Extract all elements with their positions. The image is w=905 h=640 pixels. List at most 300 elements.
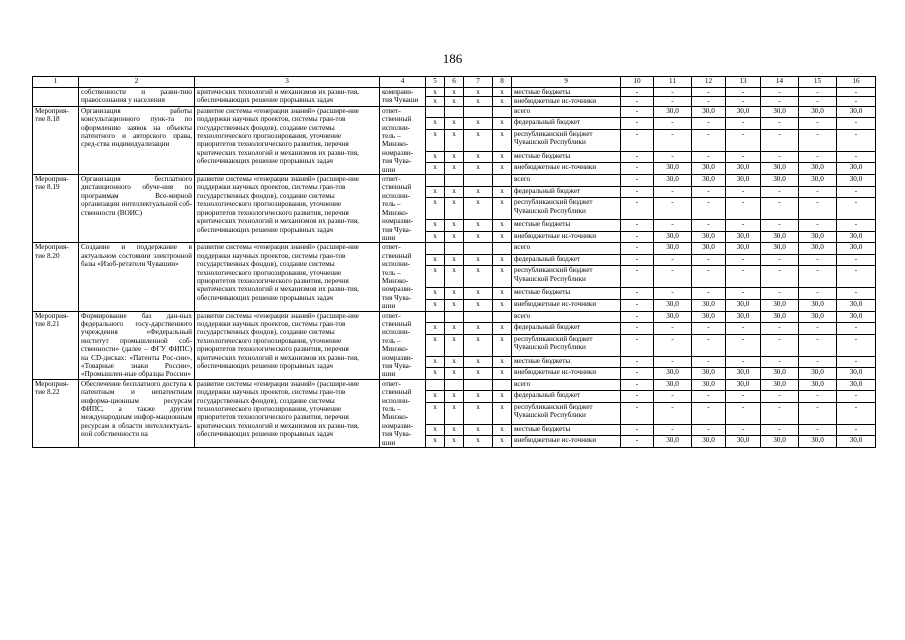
code-cell: x [426,220,445,232]
amount-cell: 30,0 [692,379,726,391]
code-cell: x [464,163,493,175]
amount-cell: - [726,118,761,130]
code-cell: x [426,198,445,220]
amount-cell: - [837,288,876,300]
code-cell: x [464,424,493,436]
amount-cell: - [799,88,837,97]
amount-cell: - [654,118,692,130]
code-cell [493,243,512,255]
amount-cell: - [761,97,799,106]
amount-cell: - [654,288,692,300]
funding-source-cell: федеральный бюджет [512,186,621,198]
amount-cell: - [761,334,799,356]
amount-cell: 30,0 [726,311,761,323]
header-cell: 8 [493,77,512,88]
amount-cell: - [692,151,726,163]
amount-cell: - [654,97,692,106]
amount-cell: - [726,151,761,163]
amount-cell: 30,0 [692,163,726,175]
amount-cell: - [761,323,799,335]
amount-cell: - [761,198,799,220]
amount-cell: - [621,186,654,198]
amount-cell: - [799,334,837,356]
amount-cell: - [726,186,761,198]
table-row [33,106,876,118]
code-cell: x [464,198,493,220]
code-cell: x [464,288,493,300]
amount-cell: 30,0 [654,175,692,187]
code-cell: x [426,323,445,335]
funding-source-cell: местные бюджеты [512,288,621,300]
code-cell: x [493,424,512,436]
amount-cell: - [692,391,726,403]
amount-cell: - [761,220,799,232]
amount-cell: - [654,402,692,424]
amount-cell: 30,0 [726,436,761,448]
amount-cell: - [837,97,876,106]
amount-cell: - [799,129,837,151]
measure-id-cell: Мероприя-тие 8.21 [33,311,79,379]
amount-cell: - [726,323,761,335]
amount-cell: - [692,198,726,220]
header-cell: 12 [692,77,726,88]
funding-source-cell: внебюджетные ис-точники [512,97,621,106]
amount-cell: - [761,356,799,368]
code-cell: x [445,323,464,335]
code-cell: x [445,231,464,243]
header-cell: 14 [761,77,799,88]
amount-cell: - [761,266,799,288]
amount-cell: - [726,334,761,356]
funding-source-cell: местные бюджеты [512,88,621,97]
amount-cell: - [837,220,876,232]
responsible-cell: ответ-ственный исполни-тель – Минэко-номразви-тия Чува-шии [380,379,426,447]
header-cell: 9 [512,77,621,88]
code-cell [426,175,445,187]
table-row [33,88,876,97]
funding-source-cell: всего [512,106,621,118]
code-cell: x [464,118,493,130]
amount-cell: 30,0 [761,368,799,380]
code-cell: x [493,97,512,106]
code-cell [445,175,464,187]
amount-cell: 30,0 [654,243,692,255]
funding-source-cell: внебюджетные ис-точники [512,231,621,243]
code-cell [493,379,512,391]
amount-cell: - [837,424,876,436]
amount-cell: - [654,424,692,436]
code-cell: x [464,254,493,266]
header-cell: 10 [621,77,654,88]
code-cell [445,379,464,391]
amount-cell: - [692,356,726,368]
code-cell: x [426,436,445,448]
amount-cell: - [621,220,654,232]
amount-cell: - [761,254,799,266]
code-cell: x [464,299,493,311]
code-cell: x [426,254,445,266]
amount-cell: - [761,129,799,151]
amount-cell: - [799,391,837,403]
code-cell: x [445,88,464,97]
amount-cell: 30,0 [726,163,761,175]
code-cell: x [464,97,493,106]
amount-cell: 30,0 [799,243,837,255]
funding-source-cell: всего [512,243,621,255]
amount-cell: - [621,436,654,448]
header-cell: 1 [33,77,79,88]
code-cell: x [464,186,493,198]
amount-cell: - [621,97,654,106]
amount-cell: - [621,106,654,118]
header-cell: 5 [426,77,445,88]
amount-cell: - [837,186,876,198]
amount-cell: - [621,175,654,187]
code-cell: x [445,118,464,130]
code-cell: x [445,288,464,300]
amount-cell: - [621,356,654,368]
amount-cell: 30,0 [837,106,876,118]
code-cell: x [493,198,512,220]
amount-cell: - [726,198,761,220]
amount-cell: - [761,186,799,198]
code-cell: x [493,88,512,97]
amount-cell: - [654,88,692,97]
amount-cell: - [692,424,726,436]
amount-cell: - [837,356,876,368]
funding-source-cell: всего [512,379,621,391]
measure-goal-cell: развитие системы «генерации знаний» (расшире-ние поддержки научных проектов, системы гран-тов государственных фондов), создание системы технологического прогнозирования, уточнение приоритетов технологического развития, перечня критических технологий и механизмов их разви-тия, обеспечивающих решение прорывных задач [195,243,380,311]
amount-cell: - [621,379,654,391]
amount-cell: 30,0 [654,299,692,311]
code-cell: x [426,356,445,368]
amount-cell: - [799,186,837,198]
amount-cell: 30,0 [692,175,726,187]
code-cell: x [493,299,512,311]
measure-id-cell [33,88,79,107]
responsible-cell: ответ-ственный исполни-тель – Минэко-номразви-тия Чува-шии [380,311,426,379]
amount-cell: - [837,402,876,424]
code-cell: x [426,163,445,175]
header-cell: 2 [79,77,195,88]
code-cell: x [426,368,445,380]
amount-cell: - [621,288,654,300]
amount-cell: 30,0 [799,368,837,380]
amount-cell: - [761,118,799,130]
amount-cell: 30,0 [761,379,799,391]
amount-cell: - [621,334,654,356]
amount-cell: 30,0 [726,106,761,118]
amount-cell: - [692,129,726,151]
code-cell: x [445,254,464,266]
amount-cell: - [692,118,726,130]
table-row [33,243,876,255]
funding-source-cell: всего [512,175,621,187]
page-number: 186 [442,51,463,66]
code-cell: x [426,129,445,151]
amount-cell: 30,0 [799,163,837,175]
code-cell: x [426,334,445,356]
funding-source-cell: местные бюджеты [512,356,621,368]
code-cell: x [493,254,512,266]
amount-cell: - [726,288,761,300]
amount-cell: - [654,220,692,232]
code-cell: x [426,299,445,311]
code-cell [493,175,512,187]
amount-cell: - [654,323,692,335]
amount-cell: 30,0 [726,243,761,255]
code-cell [464,311,493,323]
code-cell: x [493,220,512,232]
amount-cell: - [837,254,876,266]
code-cell: x [493,163,512,175]
amount-cell: - [621,402,654,424]
measure-name-cell: Обеспечение бесплатного доступа к патентным и непатентным информа-ционным ресурсам ФИПС, а также другим международным инфор-мационным ресурсам в области интеллектуаль-ной собственности на [79,379,195,447]
amount-cell: - [837,88,876,97]
amount-cell: - [692,186,726,198]
funding-source-cell: всего [512,311,621,323]
responsible-cell: комправи-тия Чуваши [380,88,426,107]
code-cell: x [493,288,512,300]
code-cell [426,243,445,255]
amount-cell: 30,0 [799,436,837,448]
code-cell: x [445,220,464,232]
amount-cell: - [761,88,799,97]
code-cell [445,106,464,118]
funding-source-cell: внебюджетные ис-точники [512,299,621,311]
code-cell: x [426,118,445,130]
funding-source-cell: республиканский бюджет Чувашской Республики [512,334,621,356]
amount-cell: - [621,118,654,130]
funding-source-cell: внебюджетные ис-точники [512,436,621,448]
amount-cell: - [799,288,837,300]
amount-cell: 30,0 [654,231,692,243]
code-cell: x [464,323,493,335]
funding-source-cell: федеральный бюджет [512,254,621,266]
amount-cell: - [621,368,654,380]
amount-cell: 30,0 [726,175,761,187]
code-cell: x [426,424,445,436]
code-cell: x [464,368,493,380]
measure-name-cell: Организация работы консультационного пунк-та по оформлению заявок на объекты патентного и авторского права, сред-ства индивидуализации [79,106,195,174]
code-cell [493,311,512,323]
amount-cell: - [726,402,761,424]
code-cell: x [426,391,445,403]
code-cell: x [426,402,445,424]
code-cell: x [464,88,493,97]
header-cell: 3 [195,77,380,88]
amount-cell: - [621,424,654,436]
funding-source-cell: федеральный бюджет [512,118,621,130]
code-cell: x [464,129,493,151]
amount-cell: - [621,311,654,323]
code-cell [464,379,493,391]
amount-cell: 30,0 [692,243,726,255]
program-table [32,76,876,448]
code-cell [426,311,445,323]
amount-cell: - [692,254,726,266]
amount-cell: - [837,151,876,163]
code-cell: x [464,356,493,368]
code-cell: x [493,266,512,288]
amount-cell: 30,0 [761,106,799,118]
code-cell: x [493,186,512,198]
amount-cell: 30,0 [799,106,837,118]
code-cell [464,106,493,118]
amount-cell: - [621,163,654,175]
responsible-cell: ответ-ственный исполни-тель – Минэко-номразви-тия Чува-шии [380,243,426,311]
amount-cell: - [621,198,654,220]
measure-id-cell: Мероприя-тие 8.18 [33,106,79,174]
amount-cell: 30,0 [654,106,692,118]
code-cell: x [445,299,464,311]
measure-name-cell: Организация бесплатного дистанционного обуче-ния по программам Все-мирной организации интеллектуальной соб-ственности (ВОИС) [79,175,195,243]
amount-cell: 30,0 [726,379,761,391]
amount-cell: - [837,129,876,151]
measure-name-cell: Формирование баз дан-ных федерального госу-дарственного учреждения «Федеральный институт промышленной соб-ственности» (далее – ФГУ ФИПС) на CD-дисках: «Патенты Рос-сии», «Товарные знаки России», «Промышлен-ные образцы России» [79,311,195,379]
amount-cell: - [621,88,654,97]
amount-cell: - [761,288,799,300]
amount-cell: - [761,151,799,163]
code-cell: x [464,391,493,403]
code-cell: x [464,151,493,163]
amount-cell: - [837,118,876,130]
table-row [33,311,876,323]
code-cell [493,106,512,118]
amount-cell: - [654,151,692,163]
amount-cell: 30,0 [837,175,876,187]
code-cell: x [493,368,512,380]
amount-cell: - [621,299,654,311]
header-cell: 13 [726,77,761,88]
code-cell [426,106,445,118]
amount-cell: 30,0 [799,311,837,323]
amount-cell: - [799,151,837,163]
amount-cell: - [761,424,799,436]
amount-cell: - [654,186,692,198]
amount-cell: - [799,402,837,424]
code-cell: x [464,266,493,288]
amount-cell: - [654,198,692,220]
funding-source-cell: республиканский бюджет Чувашской Республики [512,129,621,151]
code-cell: x [464,436,493,448]
code-cell: x [464,402,493,424]
funding-source-cell: местные бюджеты [512,220,621,232]
amount-cell: 30,0 [761,299,799,311]
amount-cell: - [692,266,726,288]
code-cell: x [445,424,464,436]
amount-cell: 30,0 [761,436,799,448]
amount-cell: - [726,97,761,106]
table-row [33,175,876,187]
amount-cell: - [621,231,654,243]
header-cell: 11 [654,77,692,88]
amount-cell: - [726,424,761,436]
amount-cell: - [692,288,726,300]
amount-cell: 30,0 [837,436,876,448]
code-cell: x [445,436,464,448]
amount-cell: - [621,151,654,163]
code-cell: x [464,220,493,232]
funding-source-cell: внебюджетные ис-точники [512,163,621,175]
amount-cell: - [726,266,761,288]
amount-cell: - [837,198,876,220]
code-cell: x [493,391,512,403]
amount-cell: 30,0 [837,368,876,380]
amount-cell: - [654,391,692,403]
amount-cell: - [799,323,837,335]
amount-cell: 30,0 [761,163,799,175]
code-cell: x [426,266,445,288]
amount-cell: 30,0 [692,311,726,323]
measure-goal-cell: развитие системы «генерации знаний» (расшире-ние поддержки научных проектов, системы гран-тов государственных фондов), создание системы технологического прогнозирования, уточнение приоритетов технологического развития, перечня критических технологий и механизмов их разви-тия, обеспечивающих решение прорывных задач [195,311,380,379]
code-cell [464,243,493,255]
amount-cell: 30,0 [761,243,799,255]
measure-id-cell: Мероприя-тие 8.22 [33,379,79,447]
amount-cell: - [799,97,837,106]
amount-cell: - [726,391,761,403]
amount-cell: - [799,220,837,232]
amount-cell: 30,0 [654,379,692,391]
code-cell: x [445,198,464,220]
measure-goal-cell: развитие системы «генерации знаний» (расшире-ние поддержки научных проектов, системы гран-тов государственных фондов), создание системы технологического прогнозирования, уточнение приоритетов технологического развития, перечня критических технологий и механизмов их разви-тия, обеспечивающих решение прорывных задач [195,175,380,243]
measure-id-cell: Мероприя-тие 8.20 [33,243,79,311]
amount-cell: - [621,266,654,288]
amount-cell: - [654,356,692,368]
amount-cell: - [799,424,837,436]
amount-cell: 30,0 [692,231,726,243]
amount-cell: - [621,323,654,335]
code-cell: x [426,151,445,163]
amount-cell: 30,0 [837,163,876,175]
code-cell: x [426,231,445,243]
code-cell: x [445,129,464,151]
funding-source-cell: федеральный бюджет [512,323,621,335]
amount-cell: 30,0 [799,379,837,391]
amount-cell: 30,0 [726,231,761,243]
code-cell: x [493,402,512,424]
code-cell [464,175,493,187]
code-cell: x [445,186,464,198]
amount-cell: 30,0 [837,311,876,323]
amount-cell: 30,0 [654,311,692,323]
code-cell: x [426,186,445,198]
code-cell: x [445,266,464,288]
amount-cell: 30,0 [837,243,876,255]
amount-cell: 30,0 [799,175,837,187]
amount-cell: - [654,254,692,266]
amount-cell: - [726,88,761,97]
amount-cell: - [621,129,654,151]
amount-cell: - [621,391,654,403]
amount-cell: - [799,118,837,130]
header-cell: 6 [445,77,464,88]
code-cell [445,311,464,323]
amount-cell: - [837,334,876,356]
code-cell: x [464,334,493,356]
code-cell: x [426,88,445,97]
amount-cell: - [726,220,761,232]
amount-cell: 30,0 [654,436,692,448]
funding-source-cell: республиканский бюджет Чувашской Республики [512,402,621,424]
code-cell: x [493,129,512,151]
amount-cell: - [799,254,837,266]
code-cell: x [493,356,512,368]
measure-id-cell: Мероприя-тие 8.19 [33,175,79,243]
amount-cell: 30,0 [837,379,876,391]
header-cell: 15 [799,77,837,88]
measure-goal-cell: развитие системы «генерации знаний» (расшире-ние поддержки научных проектов, системы гран-тов государственных фондов), создание системы технологического прогнозирования, уточнение приоритетов технологического развития, перечня критических технологий и механизмов их разви-тия, обеспечивающих решение прорывных задач [195,106,380,174]
